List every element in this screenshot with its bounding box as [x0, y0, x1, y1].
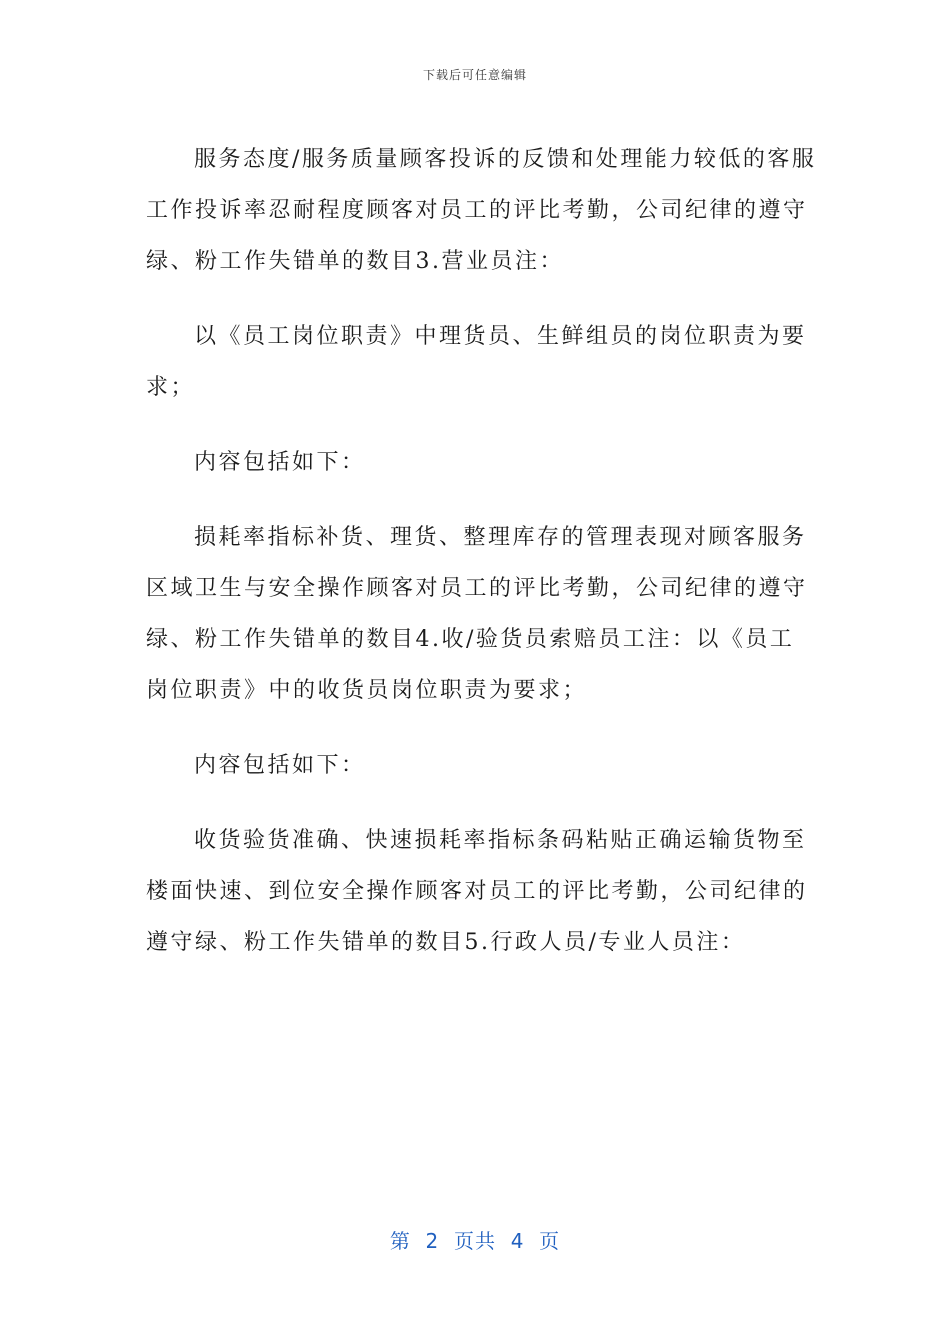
- text-line: 服务态度/服务质量顾客投诉的反馈和处理能力较低的客服: [194, 147, 817, 172]
- text-line: 楼面快速、到位安全操作顾客对员工的评比考勤，公司纪律的: [146, 879, 808, 904]
- page-number-footer: 第 2 页共 4 页: [389, 1229, 561, 1253]
- paragraph-4: [146, 500, 806, 728]
- text-line: 求；: [146, 375, 196, 400]
- text-line: 以《员工岗位职责》中理货员、生鲜组员的岗位职责为要: [194, 324, 807, 349]
- paragraph-1: [146, 122, 817, 299]
- paragraph-5: [146, 728, 806, 803]
- paragraph-6: [146, 803, 806, 980]
- text-line: 工作投诉率忍耐程度顾客对员工的评比考勤，公司纪律的遵守: [146, 198, 808, 223]
- page-header: 下载后可任意编辑: [422, 68, 527, 82]
- text-line: 损耗率指标补货、理货、整理库存的管理表现对顾客服务: [194, 525, 807, 550]
- text-line: 内容包括如下：: [194, 753, 366, 778]
- paragraph-2: [146, 299, 806, 425]
- paragraph-3: [146, 425, 806, 500]
- text-line: 岗位职责》中的收货员岗位职责为要求；: [146, 678, 588, 703]
- text-line: 收货验货准确、快速损耗率指标条码粘贴正确运输货物至: [194, 828, 807, 853]
- text-line: 区域卫生与安全操作顾客对员工的评比考勤，公司纪律的遵守: [146, 576, 808, 601]
- document-body: [146, 122, 817, 980]
- text-line: 内容包括如下：: [194, 450, 366, 475]
- text-line: 绿、粉工作失错单的数目4.收/验货员索赔员工注：以《员工: [146, 627, 795, 652]
- text-line: 绿、粉工作失错单的数目3.营业员注：: [146, 249, 564, 274]
- text-line: 遵守绿、粉工作失错单的数目5.行政人员/专业人员注：: [146, 930, 746, 955]
